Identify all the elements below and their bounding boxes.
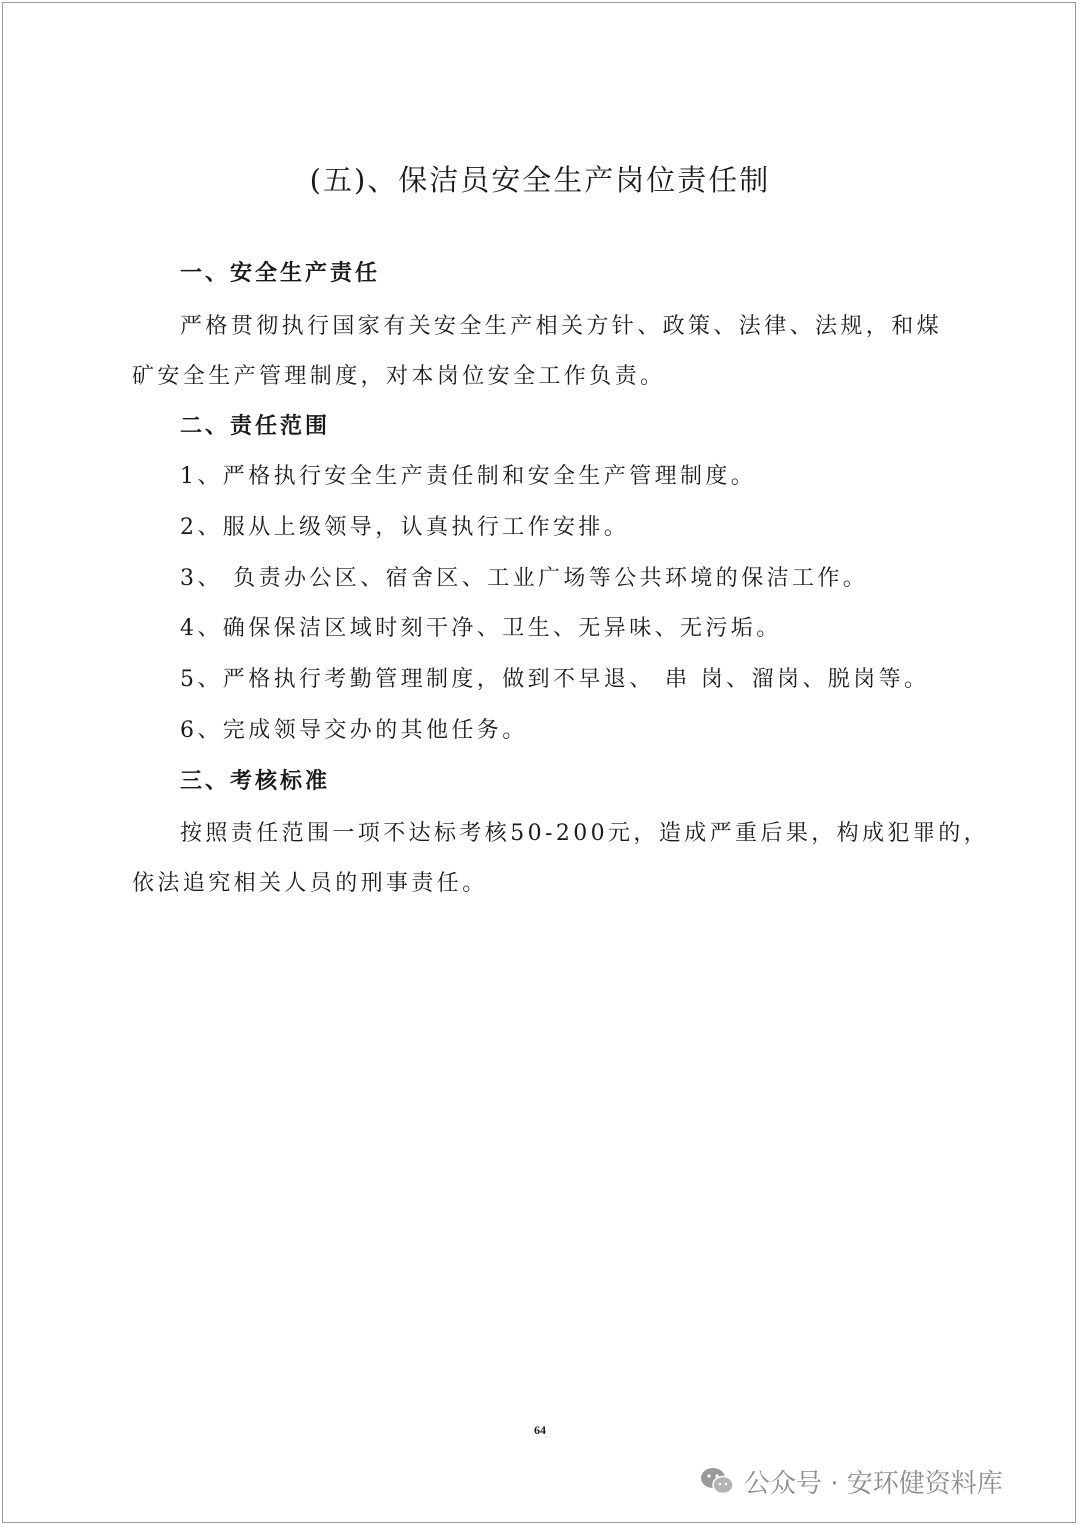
document-title: (五)、保洁员安全生产岗位责任制 [309, 163, 771, 197]
list-item: 6、完成领导交办的其他任务。 [180, 718, 528, 743]
page-border [2, 2, 1076, 1523]
page-number: 64 [534, 1423, 546, 1437]
paragraph-line: 严格贯彻执行国家有关安全生产相关方针、政策、法律、法规，和煤 [180, 314, 943, 339]
watermark [700, 1458, 1003, 1504]
paragraph-line: 按照责任范围一项不达标考核50-200元，造成严重后果，构成犯罪的， [180, 821, 990, 846]
paragraph-line: 矿安全生产管理制度，对本岗位安全工作负责。 [132, 364, 666, 389]
list-item: 5、严格执行考勤管理制度，做到不早退、 串 岗、溜岗、脱岗等。 [180, 667, 930, 692]
list-item: 4、确保保洁区域时刻干净、卫生、无异味、无污垢。 [180, 616, 782, 641]
list-item: 2、服从上级领导，认真执行工作安排。 [180, 515, 630, 540]
paragraph-line: 依法追究相关人员的刑事责任。 [132, 871, 488, 896]
section-heading-assessment-standard: 三、考核标准 [180, 768, 331, 794]
watermark-text: 公众号 · 安环健资料库 [744, 1468, 1003, 1499]
wechat-icon [700, 1466, 734, 1496]
list-item: 1、严格执行安全生产责任制和安全生产管理制度。 [180, 464, 757, 489]
section-heading-responsibility-scope: 二、责任范围 [180, 413, 331, 439]
list-item: 3、 负责办公区、宿舍区、工业广场等公共环境的保洁工作。 [180, 566, 869, 591]
section-heading-safety-responsibility: 一、安全生产责任 [180, 260, 381, 286]
